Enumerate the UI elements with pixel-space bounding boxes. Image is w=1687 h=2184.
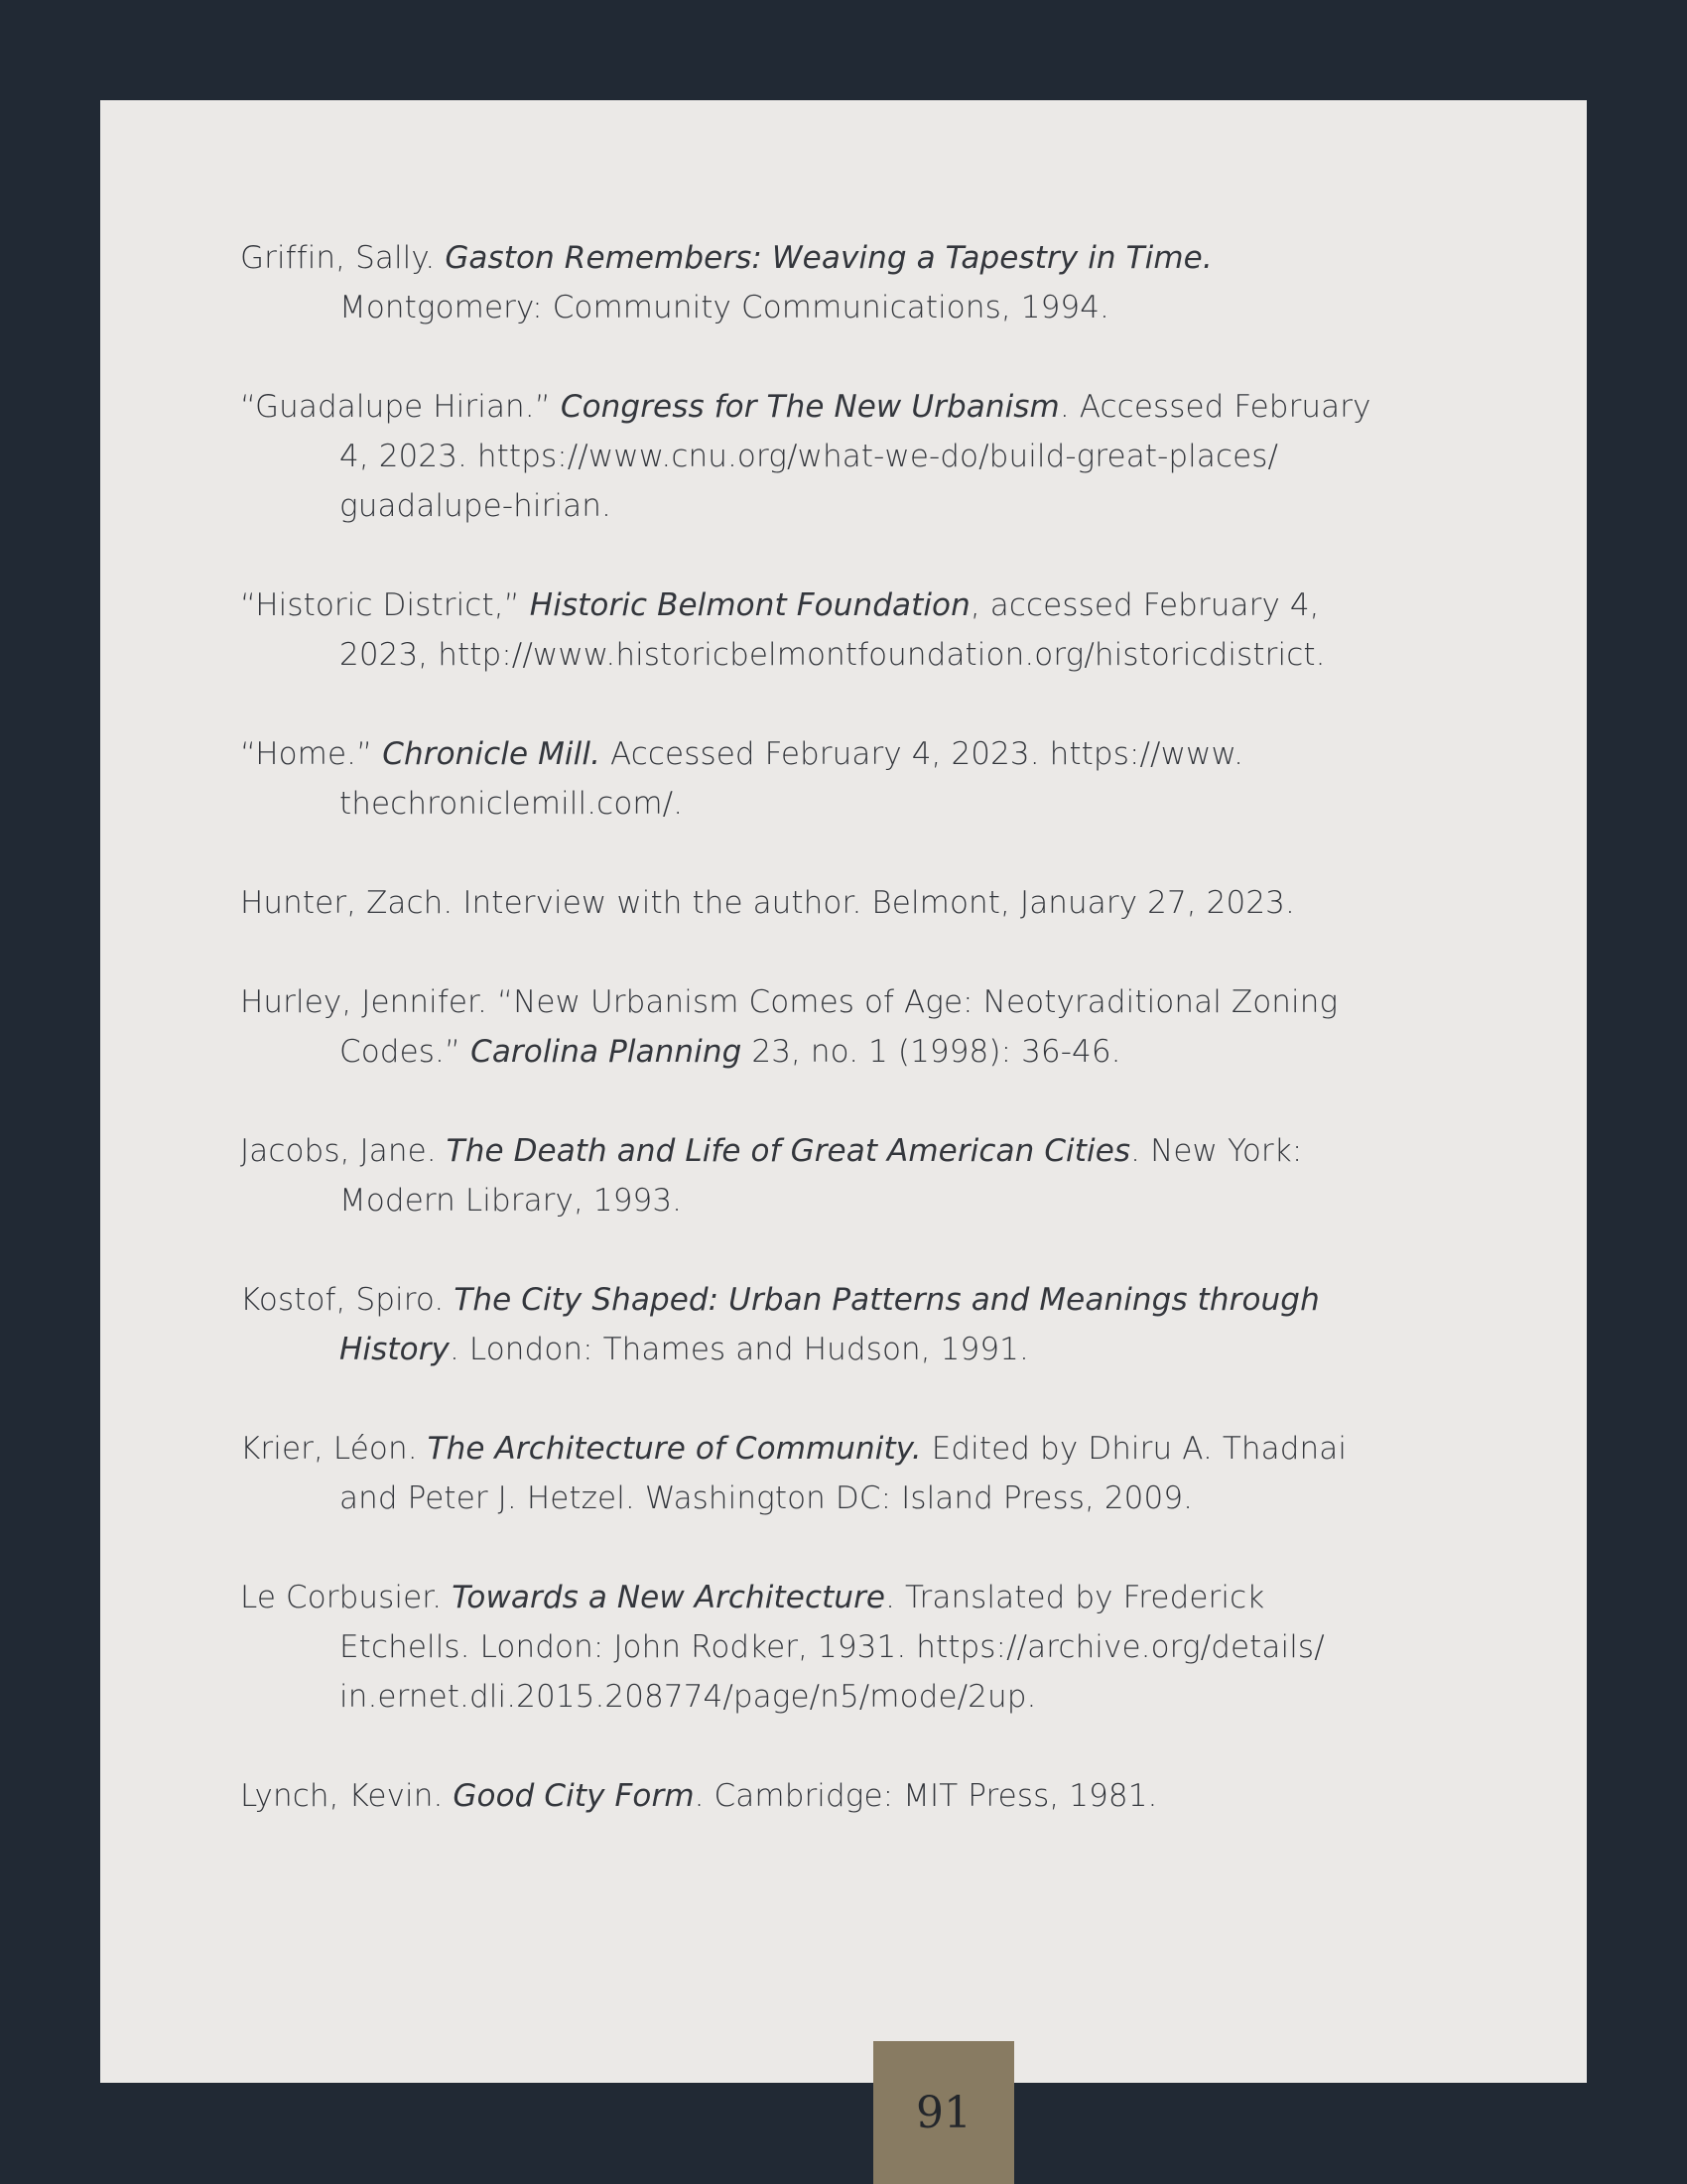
entry-text: and Peter J. Hetzel. Washington DC: Island Press, 2009. — [339, 1480, 1194, 1516]
bibliography-entry — [240, 1275, 1530, 1374]
entry-text: Jacobs, Jane. — [240, 1133, 447, 1169]
entry-text: “Home.” — [240, 736, 383, 772]
entry-text: . Accessed February — [1059, 389, 1371, 425]
entry-first-line — [240, 977, 1530, 1027]
entry-text: Modern Library, 1993. — [339, 1183, 683, 1219]
entry-text: Edited by Dhiru A. Thadnai — [921, 1431, 1348, 1467]
entry-continuation-line — [339, 630, 1530, 680]
bibliography-entry — [240, 1573, 1530, 1722]
entry-text: 23, no. 1 (1998): 36-46. — [741, 1034, 1121, 1070]
page-number: 91 — [916, 2087, 972, 2138]
entry-text: thechroniclemill.com/. — [339, 786, 684, 822]
bibliography-entry — [240, 580, 1530, 680]
entry-text: . Cambridge: MIT Press, 1981. — [694, 1778, 1158, 1814]
entry-title-italic: Gaston Remembers: Weaving a Tapestry in Time. — [445, 240, 1213, 276]
entry-text: Montgomery: Community Communications, 1994. — [339, 290, 1109, 325]
entry-continuation-line — [339, 1176, 1530, 1225]
entry-text: Lynch, Kevin. — [240, 1778, 454, 1814]
entry-first-line — [240, 1126, 1530, 1176]
entry-title-italic: Carolina Planning — [470, 1034, 742, 1070]
entry-title-italic: Congress for The New Urbanism — [560, 389, 1060, 425]
document-page — [100, 100, 1587, 2138]
entry-text: guadalupe-hirian. — [339, 488, 611, 524]
entry-text: Codes.” — [339, 1034, 471, 1070]
entry-continuation-line — [339, 1672, 1530, 1722]
bibliography-entry — [240, 382, 1530, 531]
bibliography-entry — [240, 1126, 1530, 1225]
entry-text: Hurley, Jennifer. “New Urbanism Comes of Age: Neotyraditional Zoning — [240, 984, 1339, 1020]
entry-text: , accessed February 4, — [970, 587, 1320, 623]
entry-text: 2023, http://www.historicbelmontfoundation.org/historicdistrict. — [339, 637, 1326, 673]
entry-title-italic: The Death and Life of Great American Cities — [446, 1133, 1131, 1169]
entry-text: . New York: — [1130, 1133, 1303, 1169]
entry-text: . London: Thames and Hudson, 1991. — [450, 1332, 1029, 1367]
entry-title-italic: History — [339, 1332, 450, 1367]
entry-first-line — [240, 729, 1530, 779]
entry-text: in.ernet.dli.2015.208774/page/n5/mode/2up. — [339, 1679, 1037, 1715]
entry-continuation-line — [339, 1474, 1530, 1523]
bibliography-entry — [240, 878, 1530, 928]
entry-text: “Guadalupe Hirian.” — [240, 389, 561, 425]
entry-text: 4, 2023. https://www.cnu.org/what-we-do/build-great-places/ — [339, 439, 1279, 474]
entry-continuation-line — [339, 779, 1530, 829]
bibliography-entry — [240, 233, 1530, 332]
entry-text: . Translated by Frederick — [885, 1580, 1265, 1615]
entry-continuation-line — [339, 283, 1530, 332]
entry-title-italic: The Architecture of Community. — [427, 1431, 922, 1467]
entry-continuation-line — [339, 1622, 1530, 1672]
entry-continuation-line — [339, 432, 1530, 481]
entry-title-italic: Good City Form — [453, 1778, 695, 1814]
entry-first-line — [240, 1771, 1530, 1821]
entry-text: Krier, Léon. — [240, 1431, 428, 1467]
entry-first-line — [240, 1573, 1530, 1622]
entry-continuation-line — [339, 1027, 1530, 1077]
entry-first-line — [240, 878, 1530, 928]
entry-first-line — [240, 382, 1530, 432]
bibliography-entry — [240, 729, 1530, 829]
entry-first-line — [240, 1275, 1530, 1325]
entry-text: Accessed February 4, 2023. https://www. — [600, 736, 1244, 772]
entry-continuation-line — [339, 481, 1530, 531]
entry-text: Le Corbusier. — [240, 1580, 453, 1615]
entry-title-italic: The City Shaped: Urban Patterns and Meanings through — [454, 1282, 1320, 1318]
entry-text: Hunter, Zach. Interview with the author. Belmont, January 27, 2023. — [240, 885, 1295, 921]
entry-first-line — [240, 233, 1530, 283]
bibliography-entry — [240, 1424, 1530, 1523]
entry-first-line — [240, 580, 1530, 630]
entry-first-line — [240, 1424, 1530, 1474]
page-number-badge — [873, 2041, 1014, 2184]
entry-title-italic: Towards a New Architecture — [452, 1580, 886, 1615]
entry-text: Etchells. London: John Rodker, 1931. https://archive.org/details/ — [339, 1629, 1325, 1665]
entry-text: “Historic District,” — [240, 587, 530, 623]
entry-text: Griffin, Sally. — [240, 240, 446, 276]
bibliography-list — [240, 233, 1530, 1870]
entry-text: Kostof, Spiro. — [240, 1282, 454, 1318]
entry-title-italic: Historic Belmont Foundation — [529, 587, 971, 623]
bibliography-entry — [240, 1771, 1530, 1821]
entry-title-italic: Chronicle Mill. — [382, 736, 601, 772]
entry-continuation-line — [339, 1325, 1530, 1374]
bibliography-entry — [240, 977, 1530, 1077]
